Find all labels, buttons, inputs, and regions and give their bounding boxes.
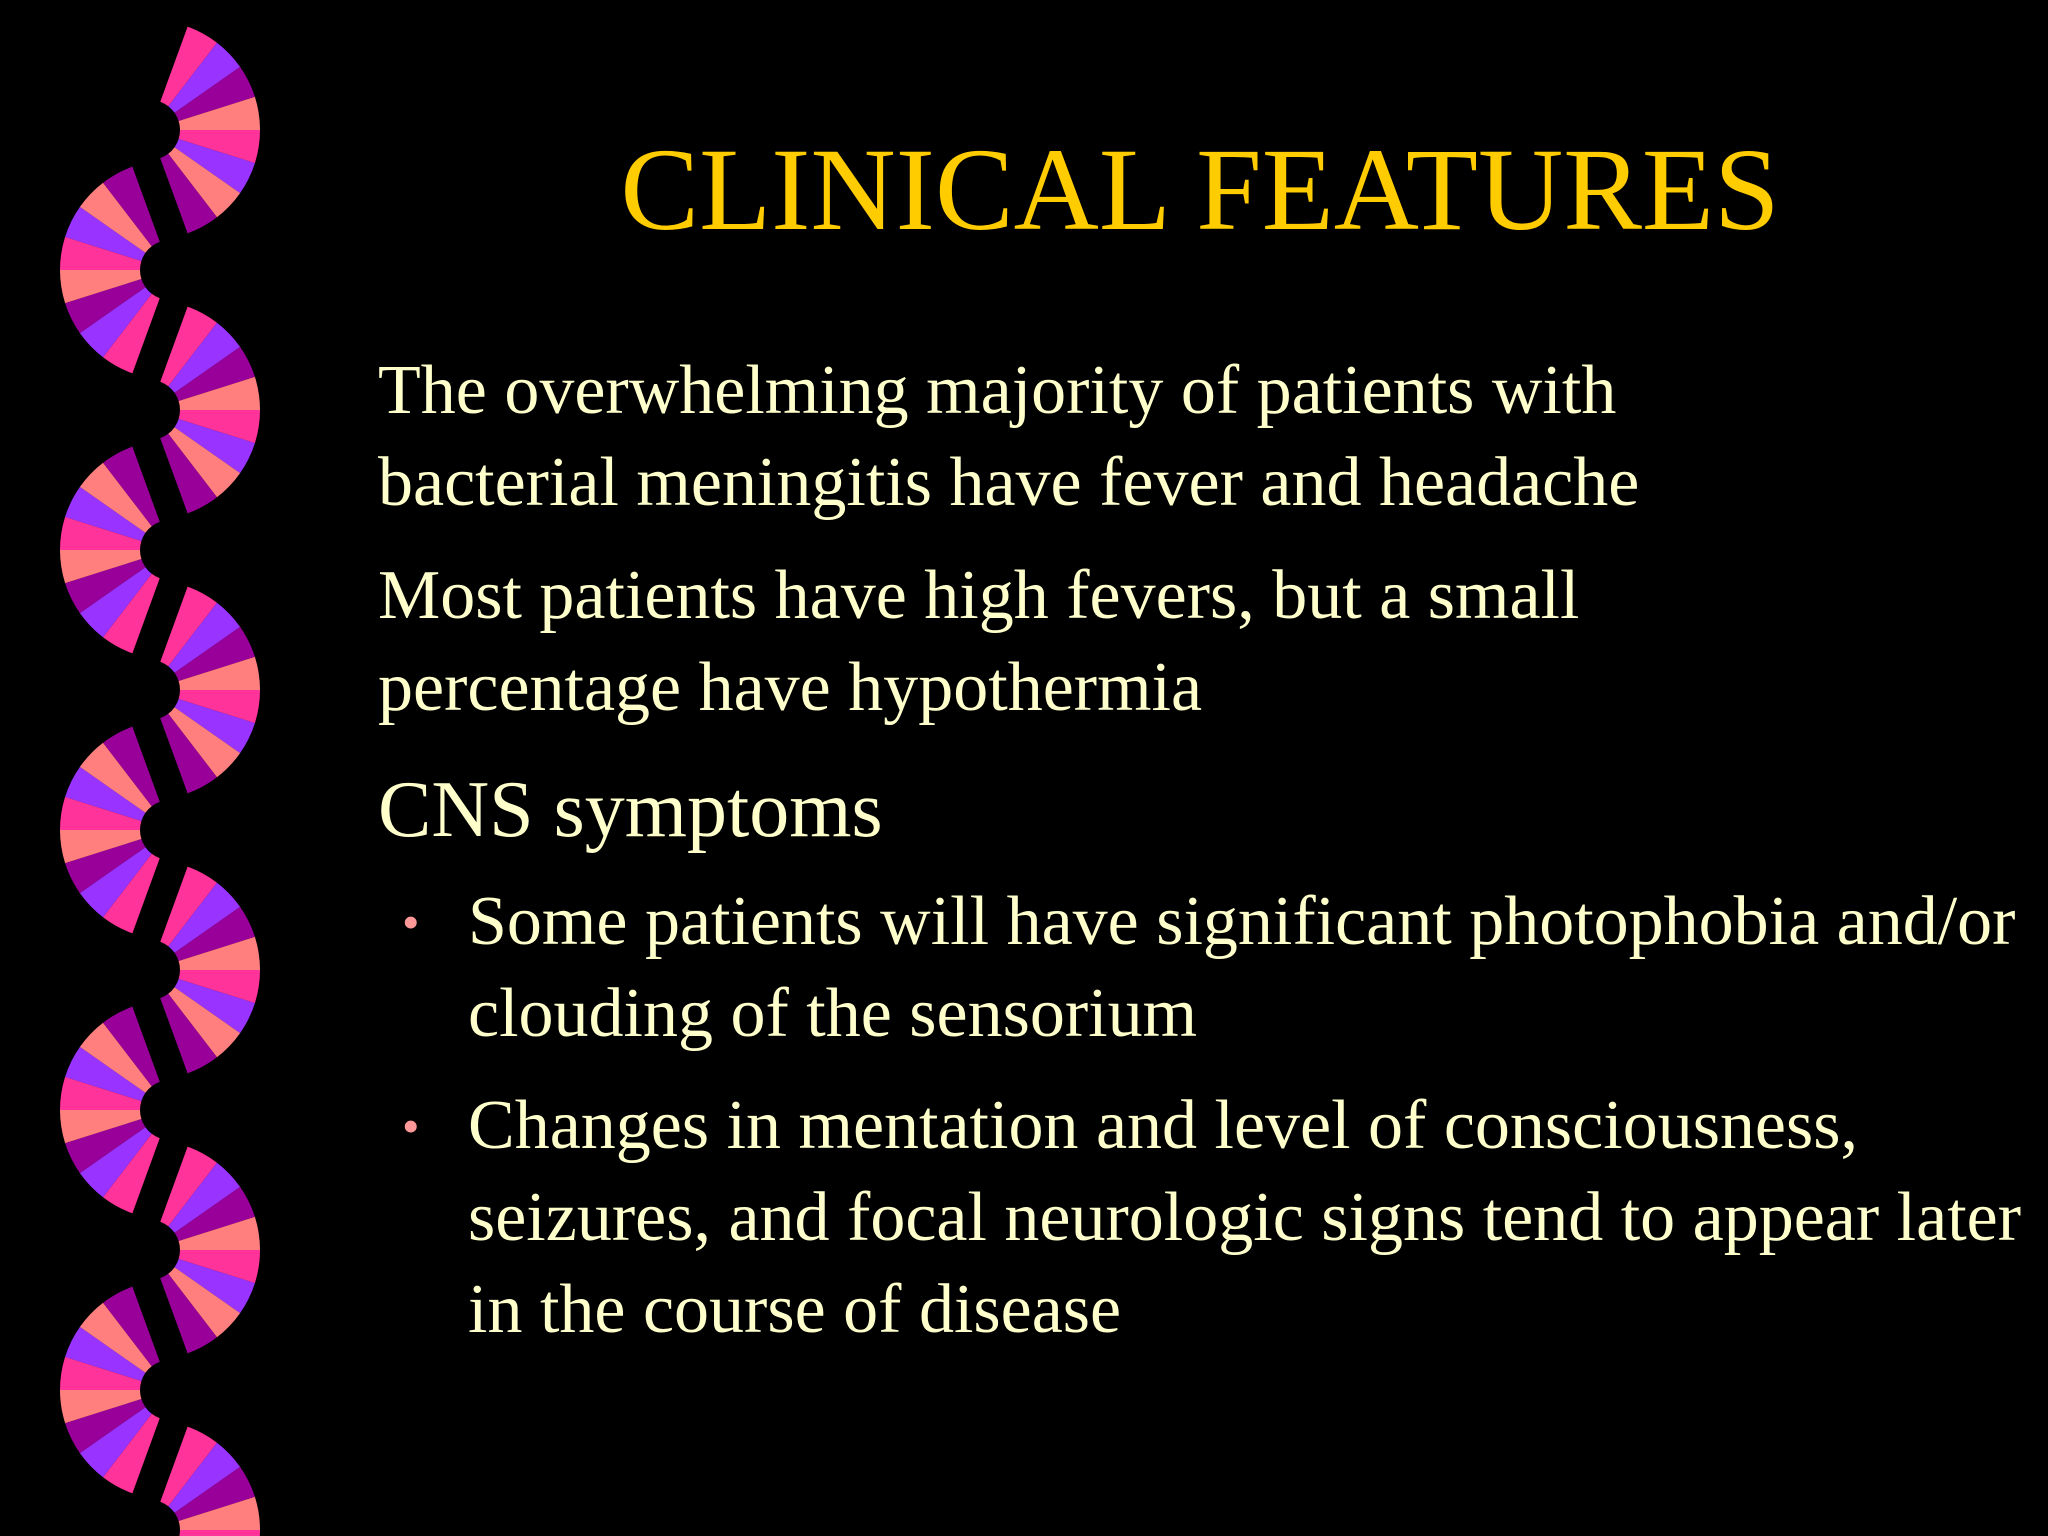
fan-left bbox=[60, 447, 160, 654]
fan-left bbox=[60, 1287, 160, 1494]
bullet-item bbox=[402, 876, 2022, 1060]
fan-segment bbox=[179, 1530, 260, 1536]
paragraph-fever-headache: The overwhelming majority of patients with bacterial meningitis have fever and headache bbox=[378, 352, 1640, 521]
paragraph-fever-hypothermia: Most patients have high fevers, but a small percentage have hypothermia bbox=[378, 557, 1580, 726]
bullet-marker: • bbox=[402, 1098, 420, 1154]
bullet-marker: • bbox=[402, 894, 420, 950]
fan-left bbox=[60, 1007, 160, 1214]
fan-left bbox=[60, 167, 160, 374]
fan-ribbon-ornament bbox=[0, 0, 270, 1536]
fan-right bbox=[160, 867, 260, 1074]
fan-left bbox=[60, 727, 160, 934]
fan-right bbox=[160, 587, 260, 794]
fan-right bbox=[160, 27, 260, 234]
bullet-text: Some patients will have significant photophobia and/or clouding of the sensorium bbox=[468, 883, 2016, 1052]
section-heading-cns: CNS symptoms bbox=[378, 766, 883, 854]
bullet-text: Changes in mentation and level of consciousness, seizures, and focal neurologic signs tend to appear later in the course of disease bbox=[468, 1087, 2022, 1348]
fan-right bbox=[160, 1427, 260, 1536]
fan-right bbox=[160, 307, 260, 514]
slide-title: CLINICAL FEATURES bbox=[620, 124, 1780, 255]
bullet-item bbox=[402, 1080, 2022, 1356]
fan-right bbox=[160, 1147, 260, 1354]
